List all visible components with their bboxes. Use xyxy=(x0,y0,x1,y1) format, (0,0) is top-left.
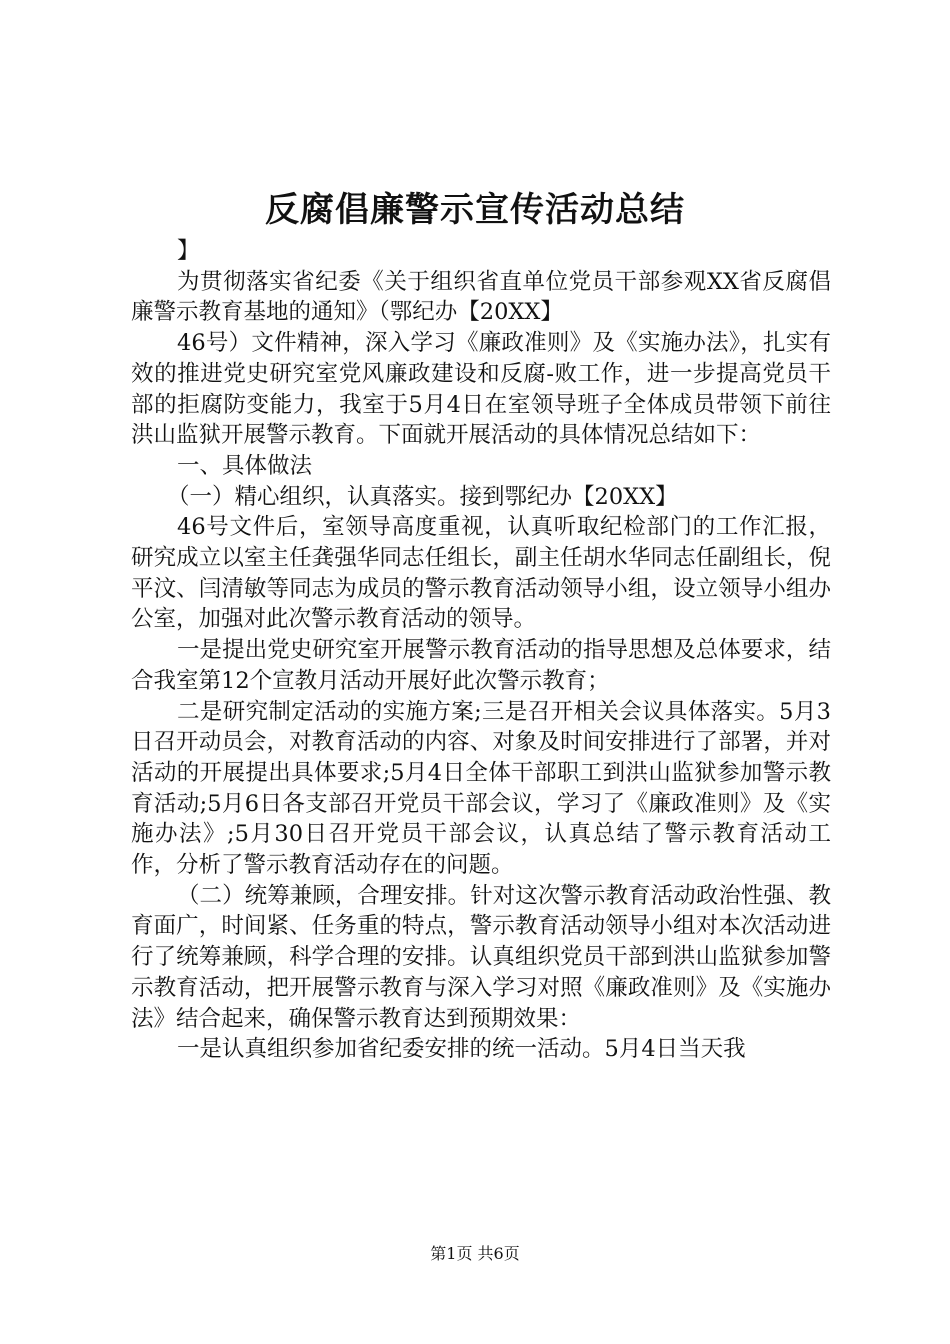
page-footer: 第1页 共6页 xyxy=(430,1244,520,1263)
paragraph-point-1: 一是提出党史研究室开展警示教育活动的指导思想及总体要求，结合我室第12个宣教月活动开展好此次警示教育； xyxy=(131,637,831,694)
subsection-2: （二）统筹兼顾，合理安排。针对这次警示教育活动政治性强、教育面广，时间紧、任务重的特点，警示教育活动领导小组对本次活动进行了统筹兼顾，科学合理的安排。认真组织党员干部到洪山监狱参加警示教育活动，把开展警示教育与深入学习对照《廉政准则》及《实施办法》结合起来，确保警示教育达到预期效果： xyxy=(131,882,831,1032)
paragraph-intro-cont: 46号）文件精神，深入学习《廉政准则》及《实施办法》，扎实有效的推进党史研究室党风廉政建设和反腐-败工作，进一步提高党员干部的拒腐防变能力，我室于5月4日在室领导班子全体成员带领下前往洪山监狱开展警示教育。下面就开展活动的具体情况总结如下： xyxy=(131,330,831,449)
section-heading: 一、具体做法 xyxy=(177,452,313,479)
paragraph-leadership: 46号文件后，室领导高度重视，认真听取纪检部门的工作汇报，研究成立以室主任龚强华同志任组长，副主任胡水华同志任副组长，倪平汶、闫清敏等同志为成员的警示教育活动领导小组，设立领导小组办公室，加强对此次警示教育活动的领导。 xyxy=(131,514,831,633)
paragraph-intro: 为贯彻落实省纪委《关于组织省直单位党员干部参观XX省反腐倡廉警示教育基地的通知》（鄂纪办【20XX】 xyxy=(131,268,831,326)
subsection-heading-1: （一）精心组织，认真落实。接到鄂纪办【20XX】 xyxy=(167,483,678,510)
document-body xyxy=(131,236,831,1065)
paragraph-fragment: 】 xyxy=(177,238,200,264)
paragraph-point-2: 二是研究制定活动的实施方案;三是召开相关会议具体落实。5月3日召开动员会，对教育活动的内容、对象及时间安排进行了部署，并对活动的开展提出具体要求;5月4日全体干部职工到洪山监狱参加警示教育活动;5月6日各支部召开党员干部会议，学习了《廉政准则》及《实施办法》;5月30日召开党员干部会议，认真总结了警示教育活动工作，分析了警示教育活动存在的问题。 xyxy=(131,698,831,879)
document-title: 反腐倡廉警示宣传活动总结 xyxy=(265,190,685,230)
paragraph-last: 一是认真组织参加省纪委安排的统一活动。5月4日当天我 xyxy=(177,1036,746,1063)
